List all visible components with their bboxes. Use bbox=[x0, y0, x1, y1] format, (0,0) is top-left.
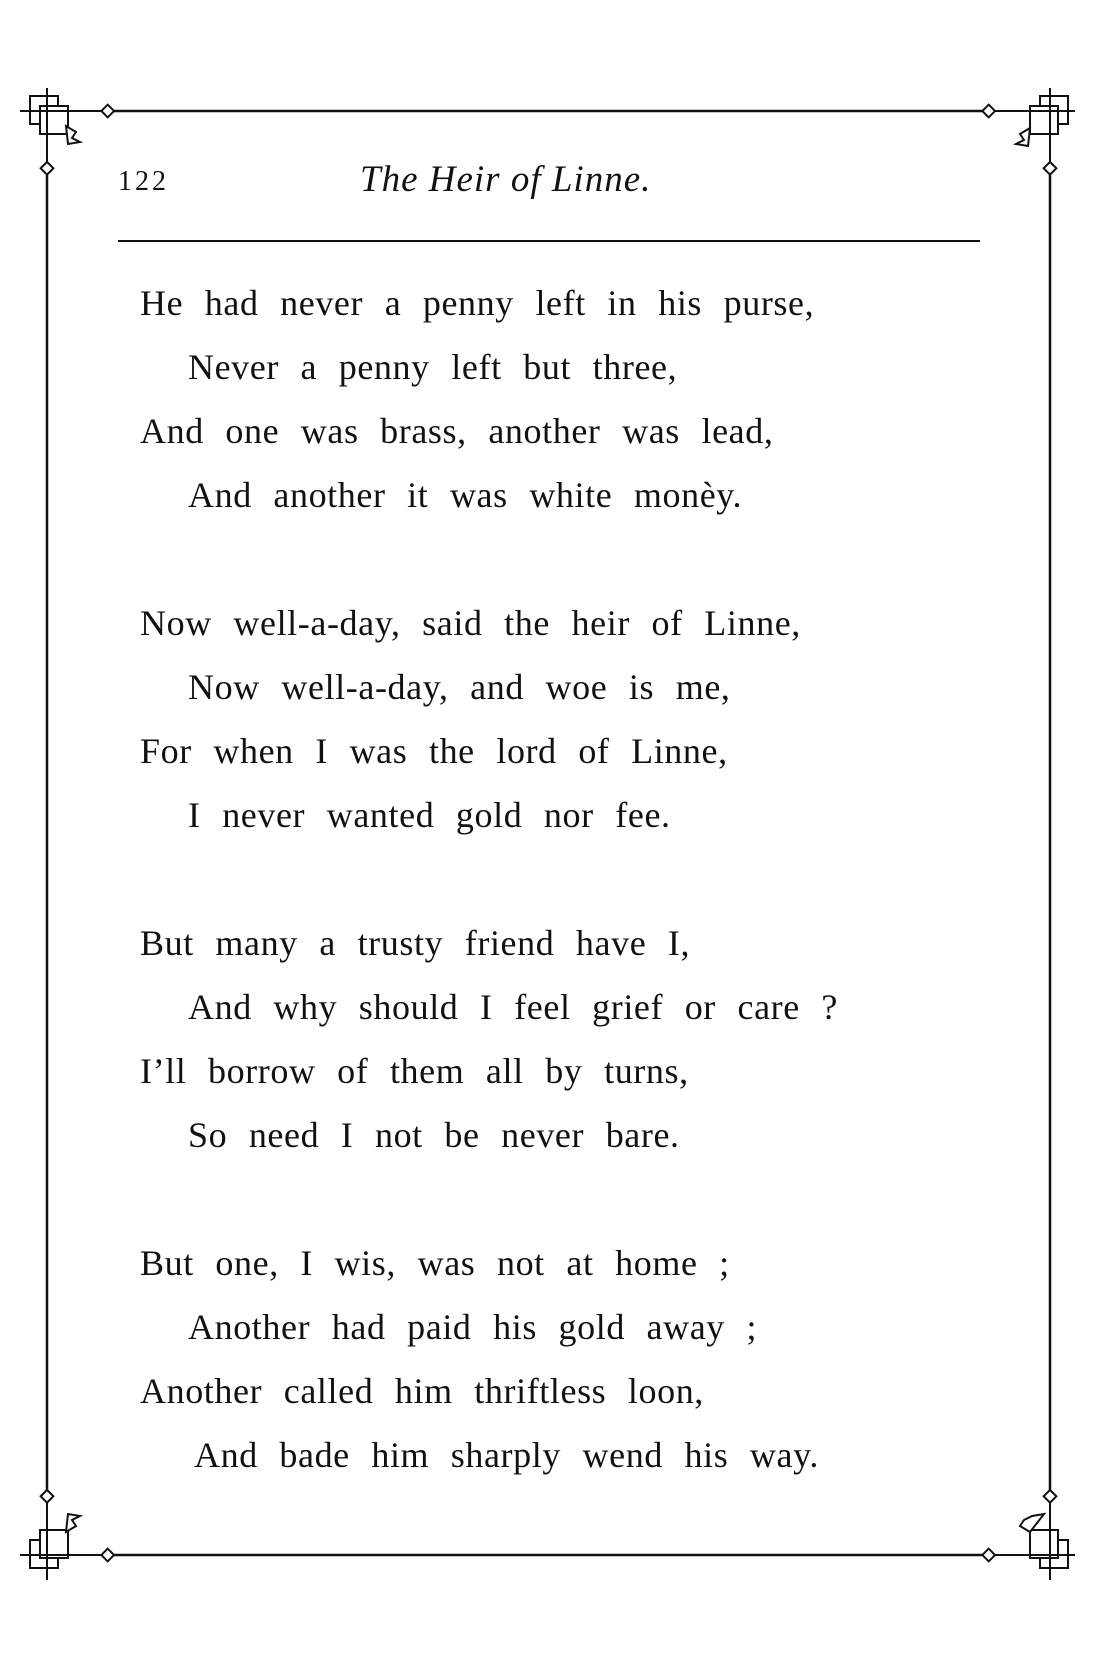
corner-ornament-bottom-left bbox=[20, 1490, 114, 1580]
poem-line: Another had paid his gold away ; bbox=[188, 1307, 758, 1347]
poem-line: And another it was white monèy. bbox=[188, 475, 743, 515]
poem-line: And why should I feel grief or care ? bbox=[188, 987, 838, 1027]
poem-line: But one, I wis, was not at home ; bbox=[140, 1243, 730, 1283]
poem-line: And bade him sharply wend his way. bbox=[194, 1435, 819, 1475]
corner-ornament-bottom-right bbox=[982, 1490, 1075, 1580]
poem-line: I’ll borrow of them all by turns, bbox=[140, 1051, 689, 1091]
poem-line: Now well-a-day, and woe is me, bbox=[188, 667, 731, 707]
page-number: 122 bbox=[118, 166, 169, 197]
poem-line: For when I was the lord of Linne, bbox=[140, 731, 728, 771]
poem-line: Another called him thriftless loon, bbox=[140, 1371, 704, 1411]
poem-line: So need I not be never bare. bbox=[188, 1115, 680, 1155]
poem-line: Now well-a-day, said the heir of Linne, bbox=[140, 603, 801, 643]
poem-line: Never a penny left but three, bbox=[188, 347, 678, 387]
poem-line: He had never a penny left in his purse, bbox=[140, 283, 815, 323]
corner-ornament-top-left bbox=[20, 88, 114, 175]
poem-line: I never wanted gold nor fee. bbox=[188, 795, 671, 835]
corner-ornament-top-right bbox=[982, 88, 1075, 175]
poem-line: But many a trusty friend have I, bbox=[140, 923, 691, 963]
poem-line: And one was brass, another was lead, bbox=[140, 411, 774, 451]
header-rule bbox=[118, 240, 980, 242]
running-title: The Heir of Linne. bbox=[360, 159, 652, 200]
